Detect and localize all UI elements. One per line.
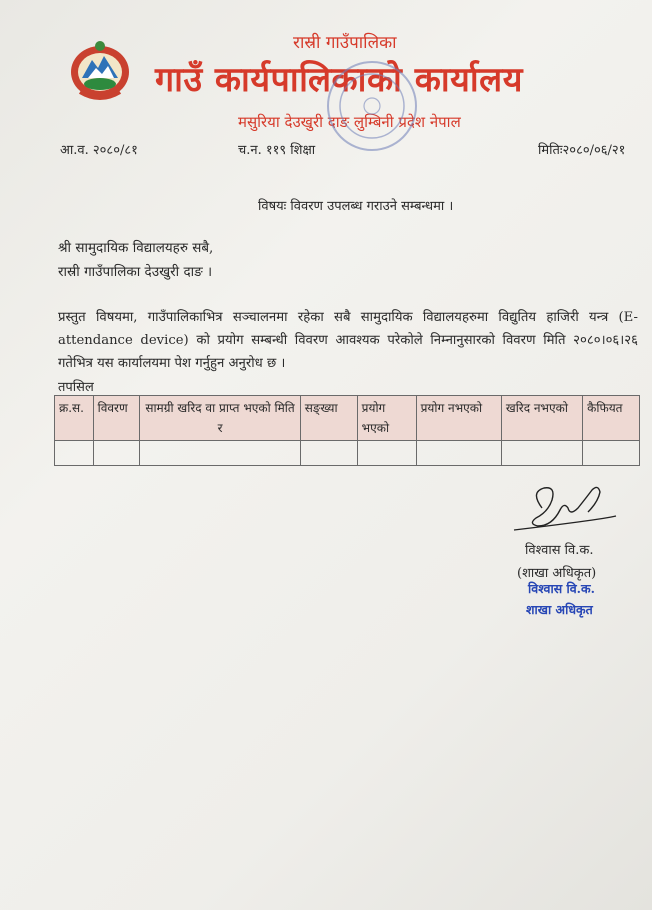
- office-seal-icon: [322, 56, 422, 156]
- column-header: कैफियत: [583, 396, 640, 441]
- column-header: सामग्री खरिद वा प्राप्त भएको मिति र: [140, 396, 300, 441]
- letter-date: मितिः२०८०/०६/२१: [538, 143, 626, 158]
- nepal-emblem-icon: [68, 38, 132, 102]
- stamp-designation: शाखा अधिकृत: [526, 602, 593, 617]
- details-table: [54, 395, 640, 466]
- addressee-line-1: श्री सामुदायिक विद्यालयहरु सबै,: [58, 240, 214, 256]
- signatory-designation: (शाखा अधिकृत): [517, 566, 597, 581]
- table-row: [55, 441, 640, 466]
- office-address: मसुरिया देउखुरी दाङ लुम्बिनी प्रदेश नेपाल: [238, 113, 461, 131]
- column-header: प्रयोग भएको: [357, 396, 416, 441]
- table-cell: [416, 441, 501, 466]
- signatory-name: विश्वास वि.क.: [525, 543, 594, 558]
- table-cell: [357, 441, 416, 466]
- signature-image: [508, 478, 620, 540]
- column-header: विवरण: [93, 396, 140, 441]
- column-header: सङ्ख्या: [300, 396, 357, 441]
- table-cell: [55, 441, 94, 466]
- column-header: खरिद नभएको: [501, 396, 582, 441]
- table-cell: [300, 441, 357, 466]
- fiscal-year: आ.व. २०८०/८१: [60, 143, 138, 158]
- table-cell: [93, 441, 140, 466]
- column-header: प्रयोग नभएको: [416, 396, 501, 441]
- municipality-name: रास्री गाउँपालिका: [293, 33, 397, 53]
- addressee-line-2: रास्री गाउँपालिका देउखुरी दाङ ।: [58, 264, 213, 280]
- stamp-name: विश्वास वि.क.: [528, 581, 595, 596]
- dispatch-number: च.न. ११९ शिक्षा: [238, 143, 316, 158]
- table-cell: [583, 441, 640, 466]
- office-title: गाउँ कार्यपालिकाको कार्यालय: [155, 60, 523, 100]
- letter-body: प्रस्तुत विषयमा, गाउँपालिकाभित्र सञ्चालनमा रहेका सबै सामुदायिक विद्यालयहरुमा विद्युतिय हाजिरी यन्त्र (E-attendance device) को प्रयोग सम्बन्धी विवरण आवश्यक परेकोले निम्नानुसारको विवरण मिति २०८०।०६।२६ गतेभित्र यस कार्यालयमा पेश गर्नुहुन अनुरोध छ ।: [58, 310, 638, 371]
- table-header-row: [55, 396, 640, 441]
- table-cell: [140, 441, 300, 466]
- table-caption: तपसिल: [58, 380, 94, 395]
- column-header: क्र.स.: [55, 396, 94, 441]
- table-cell: [501, 441, 582, 466]
- letter-subject: विषयः विवरण उपलब्ध गराउने सम्बन्धमा ।: [258, 199, 454, 214]
